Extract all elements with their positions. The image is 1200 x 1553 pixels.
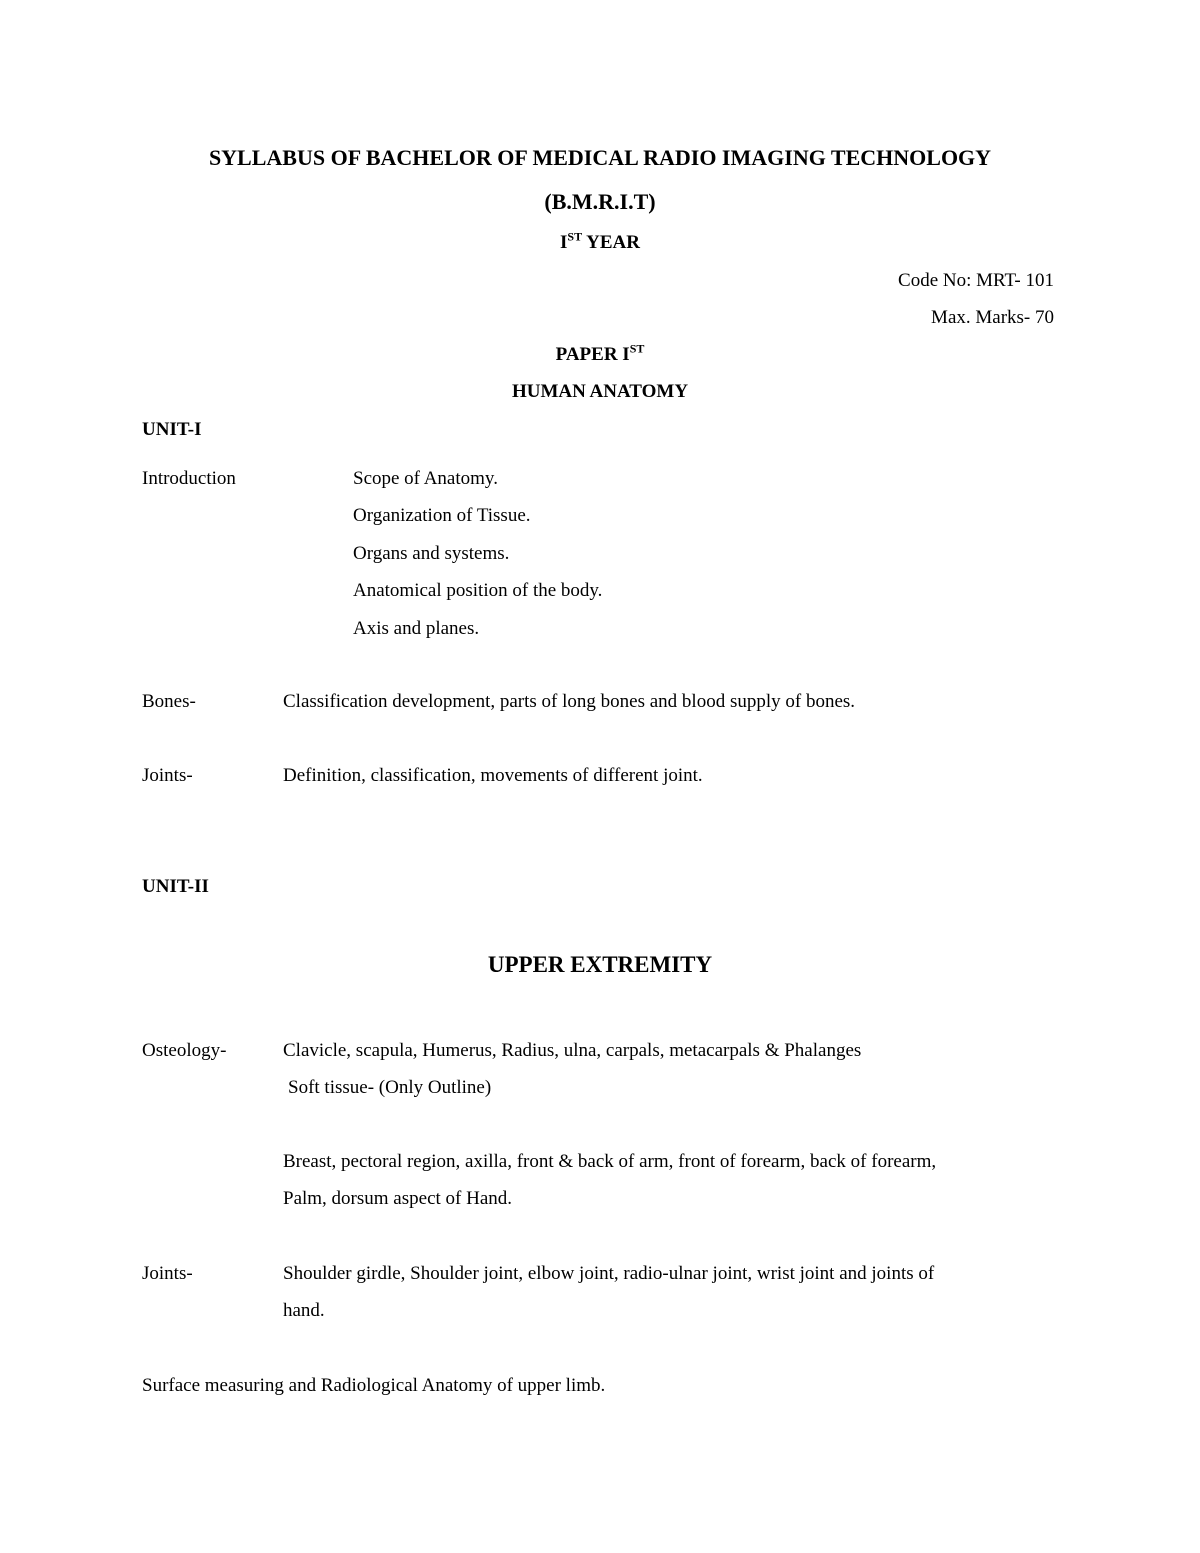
introduction-item: Organization of Tissue. [353, 505, 531, 526]
introduction-item: Axis and planes. [353, 618, 480, 639]
unit-2-heading: UNIT-II [142, 876, 209, 897]
bones-text: Classification development, parts of long bones and blood supply of bones. [283, 691, 856, 712]
paper-heading-superscript: ST [629, 341, 645, 356]
year-heading-suffix: YEAR [582, 232, 640, 253]
unit-2-joints-label: Joints- [142, 1263, 193, 1284]
osteology-text: Clavicle, scapula, Humerus, Radius, ulna, carpals, metacarpals & Phalanges [283, 1040, 862, 1061]
year-heading-prefix: I [560, 232, 568, 253]
document-title: SYLLABUS OF BACHELOR OF MEDICAL RADIO IMAGING TECHNOLOGY [208, 145, 992, 170]
unit-1-joints-label: Joints- [142, 765, 193, 786]
document-title-abbreviation: (B.M.R.I.T) [544, 189, 656, 214]
soft-tissue-heading: Soft tissue- (Only Outline) [288, 1077, 492, 1098]
year-heading [0, 229, 1200, 254]
osteology-label: Osteology- [142, 1040, 227, 1061]
subject-heading: HUMAN ANATOMY [511, 381, 689, 402]
unit-1-joints-text: Definition, classification, movements of different joint. [283, 765, 703, 786]
introduction-item: Anatomical position of the body. [353, 580, 603, 601]
year-heading-superscript: ST [567, 229, 583, 244]
soft-tissue-text-continued: Palm, dorsum aspect of Hand. [283, 1188, 513, 1209]
code-number: Code No: MRT- 101 [898, 270, 1054, 291]
surface-anatomy-text: Surface measuring and Radiological Anatomy of upper limb. [142, 1375, 606, 1396]
paper-heading [0, 341, 1200, 366]
introduction-item: Scope of Anatomy. [353, 468, 498, 489]
paper-heading-prefix: PAPER I [555, 344, 630, 365]
introduction-item: Organs and systems. [353, 543, 510, 564]
unit-1-heading: UNIT-I [142, 419, 202, 440]
soft-tissue-text: Breast, pectoral region, axilla, front & back of arm, front of forearm, back of forearm, [283, 1151, 937, 1172]
unit-2-joints-text: Shoulder girdle, Shoulder joint, elbow joint, radio-ulnar joint, wrist joint and joints of [283, 1263, 935, 1284]
introduction-label: Introduction [142, 468, 236, 489]
unit-2-joints-text-continued: hand. [283, 1300, 325, 1321]
bones-label: Bones- [142, 691, 196, 712]
section-title-upper-extremity: UPPER EXTREMITY [487, 952, 713, 977]
max-marks: Max. Marks- 70 [931, 307, 1054, 328]
